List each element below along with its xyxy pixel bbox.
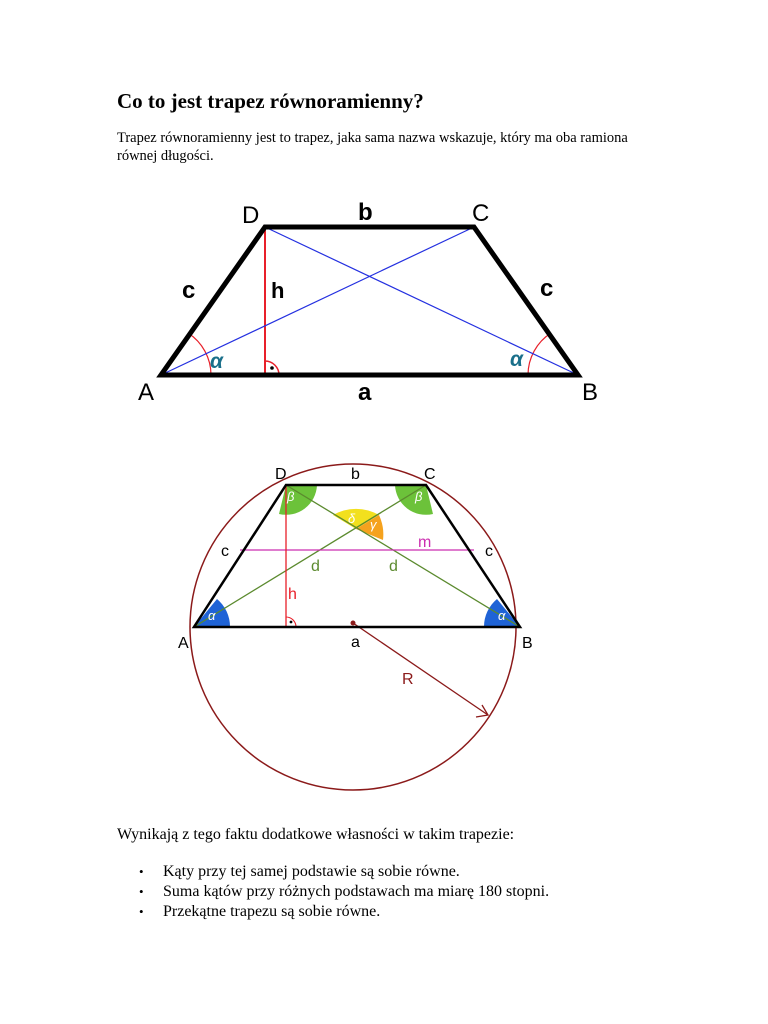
angle-alpha-right-label: α: [498, 608, 506, 623]
intro-paragraph: Trapez równoramienny jest to trapez, jaka sama nazwa wskazuje, który ma oba ramiona równej długości.: [117, 130, 628, 164]
angle-beta-right-label: β: [415, 489, 423, 504]
angle-left-label: α: [210, 350, 224, 373]
trapezoid-circle-figure: [170, 455, 550, 805]
list-item: • Kąty przy tej samej podstawie są sobie równe.: [117, 862, 549, 882]
trapezoid-figure: [130, 190, 610, 410]
side-a-label: a: [358, 379, 372, 406]
angle-alpha-left-label: α: [208, 608, 216, 623]
side-c-right-label: c: [540, 275, 554, 302]
right-angle-dot: [290, 621, 293, 624]
angle-beta-left-label: β: [287, 489, 295, 504]
side-b-label: b: [358, 199, 373, 226]
height-label: h: [271, 278, 285, 303]
angle-delta-label: δ: [348, 511, 356, 526]
vertex-a-label: A: [178, 635, 189, 652]
list-item: • Przekątne trapezu są sobie równe.: [117, 902, 549, 922]
vertex-d-label: D: [242, 202, 260, 229]
angle-arc-left: [188, 333, 211, 375]
side-b-label: b: [351, 466, 360, 483]
diagonal-ac: [161, 227, 474, 375]
diagonal-bd: [265, 227, 578, 375]
midline-label: m: [418, 534, 432, 551]
list-item: • Suma kątów przy różnych podstawach ma miarę 180 stopni.: [117, 882, 549, 902]
side-c-left-label: c: [182, 277, 196, 304]
side-c-right-label: c: [485, 543, 493, 560]
side-a-label: a: [351, 634, 360, 651]
radius-label: R: [402, 671, 414, 688]
vertex-c-label: C: [472, 200, 490, 227]
properties-lead: Wynikają z tego faktu dodatkowe własności w takim trapezie:: [117, 826, 515, 843]
properties-list: [117, 862, 549, 922]
vertex-c-label: C: [424, 466, 436, 483]
height-label: h: [288, 586, 297, 603]
vertex-b-label: B: [582, 379, 599, 406]
vertex-d-label: D: [275, 466, 287, 483]
angle-arc-right: [528, 333, 551, 375]
angle-gamma-label: γ: [370, 517, 377, 532]
diagonal-right-label: d: [389, 558, 398, 575]
vertex-a-label: A: [138, 379, 155, 406]
circle-center: [351, 621, 356, 626]
diagonal-left-label: d: [311, 558, 320, 575]
angle-right-label: α: [510, 348, 524, 371]
vertex-b-label: B: [522, 635, 533, 652]
radius-line: [353, 623, 488, 715]
page-title: Co to jest trapez równoramienny?: [117, 89, 424, 113]
right-angle-dot: [270, 366, 274, 370]
side-c-left-label: c: [221, 543, 229, 560]
